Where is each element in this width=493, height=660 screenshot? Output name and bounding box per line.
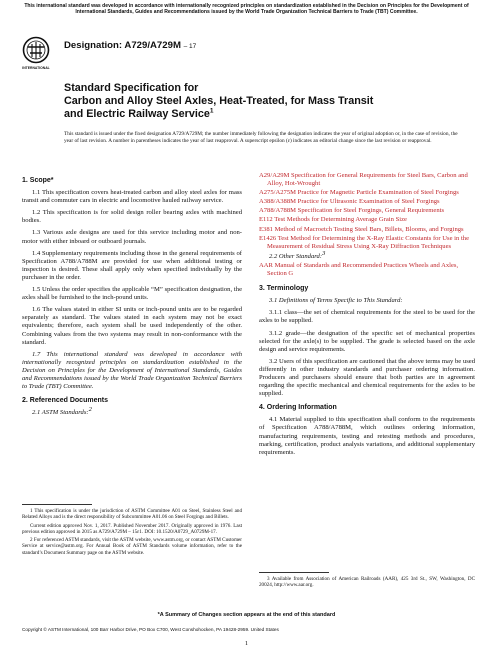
para-1-3: 1.3 Various axle designs are used for this service including motor and non-motor with either inboard or outboard journals.: [22, 229, 242, 245]
title-footnote-mark: 1: [209, 107, 214, 115]
referenced-documents-heading: 2. Referenced Documents: [22, 397, 108, 405]
footnote-3: 3 Available from Association of American Railroads (AAR), 425 3rd St., SW, Washington, DC 20024, http://www.aar.org.: [259, 576, 475, 589]
footnotes-left: [22, 508, 242, 558]
footnote-divider-left: [22, 504, 92, 505]
standard-issuance-note: This standard is issued under the fixed designation A729/A729M; the number immediately following the designation indicates the year of original adoption or, in the case of revision, the year of last revision. A number in parentheses indicates the year of last reapproval. A superscript epsilon (ε) indicates an editorial change since the last revision or reapproval.: [64, 131, 458, 144]
footnote-divider-right: [259, 572, 329, 573]
para-4-1: 4.1 Material supplied to this specification shall conform to the requirements of Specification A788/A788M, which outlines ordering information, manufacturing requirements, testing and retesting methods and procedures, marking, certification, product analysis variations, and additional supplementary requirements.: [259, 416, 475, 456]
summary-of-changes-note: *A Summary of Changes section appears at the end of this standard: [157, 612, 336, 618]
ref-a275[interactable]: A275/A275M Practice for Magnetic Particle Examination of Steel Forgings: [259, 189, 459, 197]
para-3-1: 3.1 Definitions of Terms Specific to This Standard:: [269, 297, 403, 305]
para-1-4: 1.4 Supplementary requirements including those in the general requirements of Specification A788/A788M are provided for use when additional testing or inspection is desired. These shall apply only when specified individually by the purchaser in the order.: [22, 249, 242, 281]
left-column: [22, 177, 242, 421]
para-3-1-1: 3.1.1 class—the set of chemical requirements for the steel to be used for the axles to be supplied.: [259, 309, 475, 325]
para-1-1: 1.1 This specification covers heat-treated carbon and alloy steel axles for mass transit and commuter cars in electric and locomotive hauled railway service.: [22, 189, 242, 205]
title-line-1: Standard Specification for: [64, 82, 199, 94]
terminology-heading: 3. Terminology: [259, 285, 309, 293]
para-1-6: 1.6 The values stated in either SI units or inch-pound units are to be regarded separately as standard. The values stated in each system may not be exact equivalents; therefore, each system shall be used independently of the other. Combining values from the two systems may result in non-conformance with the standard.: [22, 306, 242, 346]
ref-a29[interactable]: A29/A29M Specification for General Requirements for Steel Bars, Carbon and Alloy, Hot-Wrought: [259, 172, 468, 188]
para-2-2-footnote-mark: 3: [322, 249, 326, 257]
para-2-1: [22, 406, 242, 417]
footnote-2: 2 For referenced ASTM standards, visit the ASTM website, www.astm.org, or contact ASTM Customer Service at service@astm.org. For Annual Book of ASTM Standards volume information, refer to the standard’s Document Summary page on the ASTM website.: [22, 537, 242, 556]
ref-aar-manual[interactable]: AAR Manual of Standards and Recommended Practices Wheels and Axles, Section G: [259, 261, 459, 278]
ref-e381[interactable]: E381 Method of Macroetch Testing Steel Bars, Billets, Blooms, and Forgings: [259, 225, 464, 233]
ref-a388[interactable]: A388/A388M Practice for Ultrasonic Examination of Steel Forgings: [259, 198, 440, 206]
copyright-line: Copyright © ASTM International, 100 Barr Harbor Drive, PO Box C700, West Conshohocken, PA 19428-2959. United States: [22, 627, 279, 632]
para-2-2: [259, 249, 475, 261]
ref-a788[interactable]: A788/A788M Specification for Steel Forgings, General Requirements: [259, 207, 445, 215]
logo-text: INTERNATIONAL: [22, 66, 50, 70]
ref-e112[interactable]: E112 Test Methods for Determining Average Grain Size: [259, 216, 407, 224]
page-number: 1: [244, 640, 249, 647]
para-3-2: 3.2 Users of this specification are cautioned that the above terms may be used differently in other industry standards and purchaser ordering information. Producers and purchasers should ensure that both parties are in agreement regarding the specific mechanical and chemical requirements for the axles to be supplied.: [259, 357, 475, 398]
para-1-5: 1.5 Unless the order specifies the applicable “M” specification designation, the axles shall be furnished to the inch-pound units.: [22, 286, 242, 302]
designation-label: Designation: A729/A729M: [64, 40, 181, 51]
title-line-2: Carbon and Alloy Steel Axles, Heat-Treated, for Mass Transit: [64, 95, 374, 107]
title-line-3: [64, 108, 444, 121]
title-line-3-text: and Electric Railway Service: [64, 108, 210, 120]
scope-heading: 1. Scope*: [22, 177, 54, 184]
page-title: [64, 82, 444, 121]
astm-logo: [22, 36, 50, 76]
designation: [64, 40, 196, 51]
para-2-1-text: 2.1 ASTM Standards:: [32, 409, 89, 417]
designation-edition: – 17: [183, 43, 197, 50]
ordering-information-heading: 4. Ordering Information: [259, 404, 337, 412]
para-2-1-footnote-mark: 2: [88, 406, 92, 414]
footnote-1: 1 This specification is under the jurisdiction of ASTM Committee A01 on Steel, Stainless Steel and Related Alloys and is the direct responsibility of Subcommittee A01.06 on Steel Forgings and Billets.: [22, 508, 242, 521]
footnotes-right: [259, 576, 475, 591]
right-column: [259, 172, 475, 461]
para-1-2: 1.2 This specification is for solid design roller bearing axles with machined bodies.: [22, 209, 242, 225]
para-2-2-text: 2.2 Other Standard:: [269, 252, 323, 260]
para-1-7: 1.7 This international standard was developed in accordance with internationally recognized principles on standardization established in the Decision on Principles for the Development of International Standards, Guides and Recommendations issued by the World Trade Organization Technical Barriers to Trade (TBT) Committee.: [22, 350, 242, 391]
wto-notice: This international standard was developed in accordance with internationally recognized principles on standardization established in the Decision on Principles for the Development of International Standards, Guides and Recommendations issued by the World Trade Organization Technical Barriers to Trade (TBT) Committee.: [24, 3, 469, 16]
ref-e1426[interactable]: E1426 Test Method for Determining the X-Ray Elastic Constants for Use in the Measurement of Residual Stress Using X-Ray Diffraction Techniques: [259, 234, 470, 250]
para-3-1-2: 3.1.2 grade—the designation of the specific set of mechanical properties selected for the axle(s) to be supplied. The grade is selected based on the axle design and service requirements.: [259, 329, 475, 353]
footnote-1-edition: Current edition approved Nov. 1, 2017. Published November 2017. Originally approved in 1976. Last previous edition approved in 2015 as A729/A729M – 15ε1. DOI: 10.1520/A0729_A0729M-17.: [22, 522, 242, 535]
